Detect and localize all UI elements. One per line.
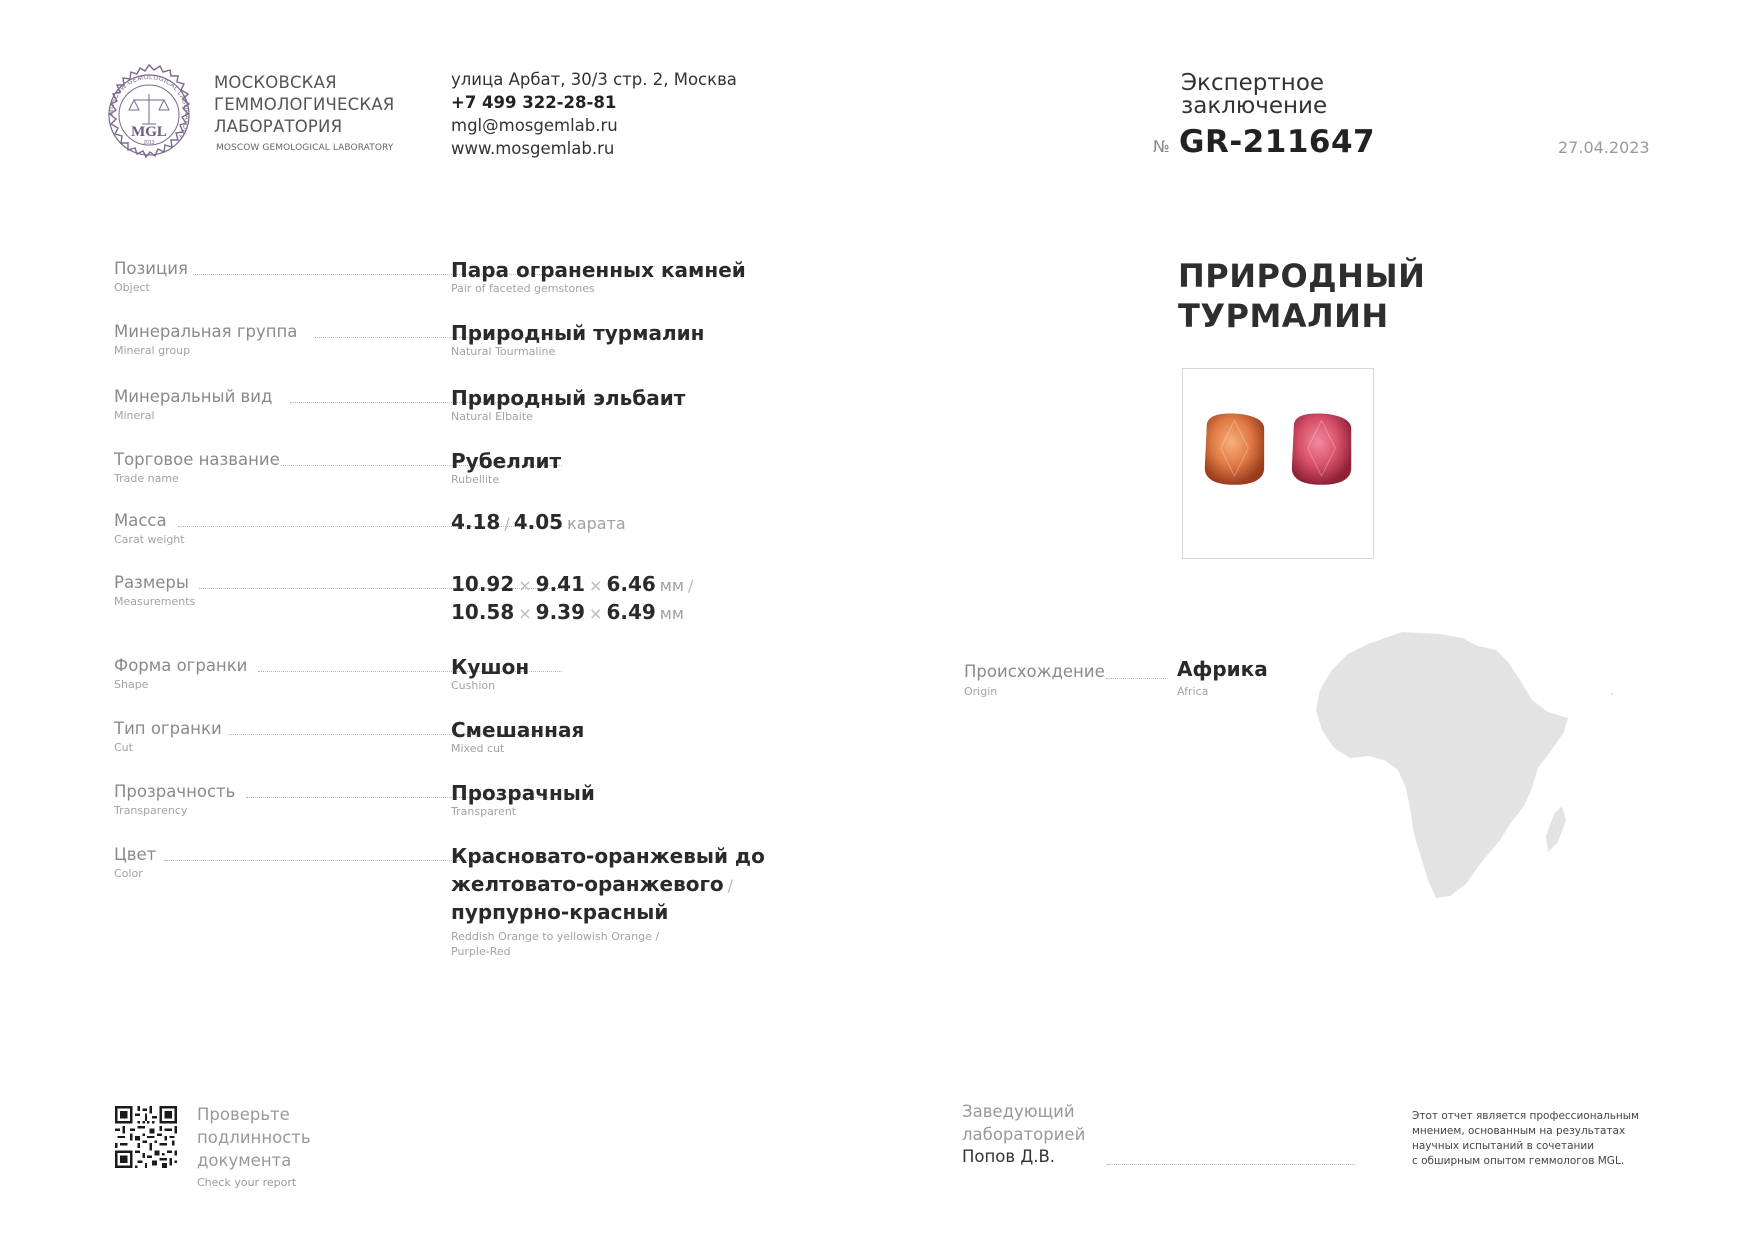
gemstone-2 [1292,414,1351,485]
property-label: Минеральный вид [114,387,273,406]
measurement-width: 9.39 [535,600,586,624]
dotted-leader [1106,678,1168,679]
signature-line [1107,1164,1355,1165]
species-title [1178,256,1425,336]
color-value-text: желтовато-оранжевого [451,872,724,896]
property-label: Торговое название [114,450,280,469]
property-label-en: Cut [114,741,133,754]
property-value-en: Mixed cut [451,742,505,755]
property-label-en: Carat weight [114,533,185,546]
lab-phone[interactable]: +7 499 322-28-81 [451,93,617,112]
certificate-number: GR-211647 [1179,124,1376,160]
certificate-number-sign: № [1153,137,1170,156]
qr-code[interactable] [115,1106,177,1168]
measurement-width: 9.41 [535,572,586,596]
lab-name-line: ГЕММОЛОГИЧЕСКАЯ [214,95,395,114]
lab-seal-logo [98,64,200,166]
species-title-line: ТУРМАЛИН [1178,297,1389,335]
times-sign: × [518,576,532,595]
mm-unit: мм [659,576,684,595]
color-value-line [451,870,737,900]
certificate-title-line: заключение [1181,93,1328,119]
property-value-en: Pair of faceted gemstones [451,282,595,295]
property-label-en: Measurements [114,595,196,608]
disclaimer-line: научных испытаний в сочетании [1412,1140,1595,1152]
seal-abbr: MGL [131,124,167,140]
measurements-stone-2 [451,598,684,628]
property-value-en: Cushion [451,679,496,692]
lab-name-line: МОСКОВСКАЯ [214,73,337,92]
property-value-en: Natural Tourmaline [451,345,556,358]
mm-unit: мм [659,604,684,623]
property-label: Размеры [114,573,189,592]
property-value-en: Rubellite [451,473,500,486]
measurement-depth: 6.49 [606,600,656,624]
certificate-date: 27.04.2023 [1558,138,1650,157]
verify-line: документа [197,1151,292,1170]
lab-website[interactable]: www.mosgemlab.ru [451,139,615,158]
head-title-line: Заведующий [962,1102,1075,1121]
certificate-title [1181,72,1327,118]
property-label: Масса [114,511,167,530]
property-value-en: Transparent [451,805,517,818]
property-value: Кушон [451,655,530,679]
property-label-en: Shape [114,678,149,691]
property-value-en: Natural Elbaite [451,410,533,423]
head-of-lab-title [962,1100,1085,1146]
property-label: Минеральная группа [114,322,298,341]
lab-email[interactable]: mgl@mosgemlab.ru [451,116,618,135]
property-label: Тип огранки [114,719,222,738]
species-title-line: ПРИРОДНЫЙ [1178,257,1426,295]
disclaimer-line: Этот отчет является профессиональным [1412,1110,1639,1122]
island-dot [1611,693,1613,695]
property-label-en: Color [114,867,143,880]
value-separator: / [504,514,510,533]
lab-name-line: ЛАБОРАТОРИЯ [214,117,343,136]
origin-value: Африка [1177,657,1268,681]
property-label-en: Mineral [114,409,155,422]
color-value-line: пурпурно-красный [451,900,669,924]
gemstones-photo [1182,368,1374,559]
property-label: Форма огранки [114,656,248,675]
gemstone-1 [1205,414,1264,485]
property-value-en: Purple-Red [451,945,511,958]
times-sign: × [589,576,603,595]
property-value: Природный эльбаит [451,386,686,410]
carat-weight-stone-2: 4.05 [513,510,564,534]
times-sign: × [518,604,532,623]
verify-line: Проверьте [197,1105,290,1124]
certificate-title-line: Экспертное [1181,70,1325,96]
verify-document-text-en: Check your report [197,1176,297,1189]
africa-map [1310,628,1620,910]
measurements-stone-1 [451,570,697,600]
property-label: Цвет [114,845,157,864]
head-title-line: лабораторией [962,1125,1086,1144]
property-value: Пара ограненных камней [451,258,746,282]
africa-continent-shape [1316,632,1568,898]
property-label-en: Mineral group [114,344,191,357]
disclaimer-line: с обширным опытом геммологов MGL. [1412,1155,1625,1167]
verify-line: подлинность [197,1128,311,1147]
property-value: Смешанная [451,718,585,742]
lab-name-en: MOSCOW GEMOLOGICAL LABORATORY [216,143,394,153]
carat-weight-values [451,508,626,538]
disclaimer [1412,1109,1642,1169]
color-value-line: Красновато-оранжевый до [451,844,765,868]
disclaimer-line: мнением, основанным на результатах [1412,1125,1626,1137]
carat-weight-stone-1: 4.18 [451,510,501,534]
property-value: Природный турмалин [451,321,705,345]
property-value: Прозрачный [451,781,595,805]
property-label: Позиция [114,259,188,278]
carat-unit: карата [567,514,626,533]
seal-year: 2013 [143,140,155,146]
madagascar-shape [1546,806,1566,852]
seal-ring-text: MOSCOW GEMOLOGICAL LABORATORY [107,73,191,140]
property-label-en: Transparency [114,804,188,817]
property-value: Рубеллит [451,449,562,473]
property-value-en: Reddish Orange to yellowish Orange / [451,930,660,943]
value-separator: / [687,576,694,595]
origin-label-en: Origin [964,685,998,698]
head-of-lab-name: Попов Д.В. [962,1147,1056,1166]
measurement-length: 10.58 [451,600,515,624]
measurement-depth: 6.46 [606,572,656,596]
property-label-en: Object [114,281,150,294]
origin-value-en: Africa [1177,685,1209,698]
measurement-length: 10.92 [451,572,515,596]
verify-document-text [197,1103,311,1172]
lab-address: улица Арбат, 30/3 стр. 2, Москва [451,70,737,89]
property-label: Прозрачность [114,782,236,801]
lab-name [214,72,394,138]
origin-label: Происхождение [964,662,1105,681]
seal-scales-icon [129,94,169,124]
times-sign: × [589,604,603,623]
lab-contacts [451,68,737,160]
property-label-en: Trade name [114,472,179,485]
value-separator: / [727,876,734,895]
